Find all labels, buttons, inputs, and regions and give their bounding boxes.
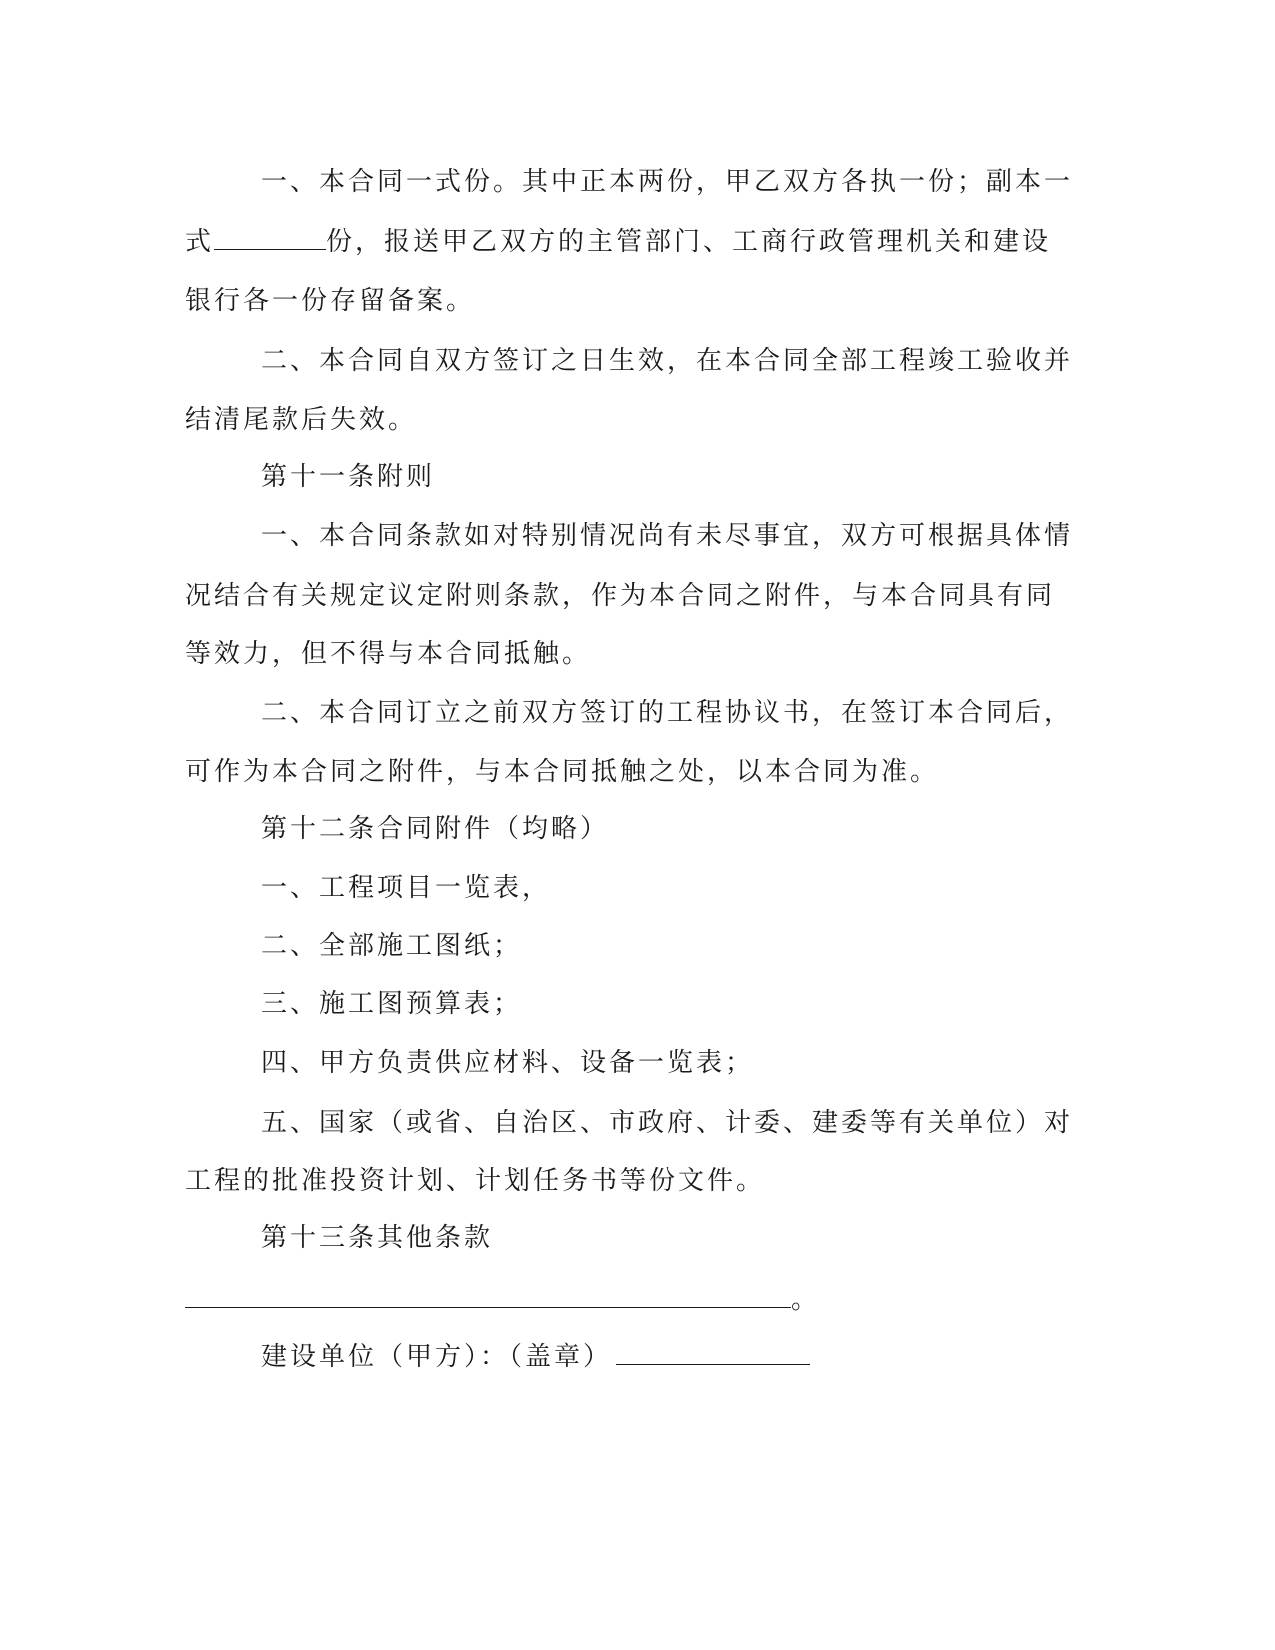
clause-10-1-line-3: 银行各一份存留备案。 xyxy=(185,286,476,316)
fill-in-blank-seal xyxy=(616,1342,810,1365)
clause-11-1-line-3: 等效力，但不得与本合同抵触。 xyxy=(185,639,592,669)
attachment-item-1: 一、工程项目一览表， xyxy=(261,873,552,903)
article-11-heading: 第十一条附则 xyxy=(261,462,436,492)
clause-10-2-line-1: 二、本合同自双方签订之日生效，在本合同全部工程竣工验收并 xyxy=(261,346,1074,376)
clause-10-1-line-2 xyxy=(185,226,1051,258)
fill-in-blank-other-terms xyxy=(185,1285,791,1308)
attachment-item-4: 四、甲方负责供应材料、设备一览表； xyxy=(261,1048,755,1078)
article-12-heading: 第十二条合同附件（均略） xyxy=(261,814,610,844)
clause-11-2-line-2: 可作为本合同之附件，与本合同抵触之处，以本合同为准。 xyxy=(185,757,940,787)
other-terms-blank-line xyxy=(185,1284,820,1316)
attachment-item-5-line-2: 工程的批准投资计划、计划任务书等份文件。 xyxy=(185,1166,766,1196)
attachment-item-3: 三、施工图预算表； xyxy=(261,989,523,1019)
attachment-item-5-line-1: 五、国家（或省、自治区、市政府、计委、建委等有关单位）对 xyxy=(261,1108,1074,1138)
text-segment: 。 xyxy=(791,1285,821,1315)
clause-10-2-line-2: 结清尾款后失效。 xyxy=(185,405,418,435)
attachment-item-2: 二、全部施工图纸； xyxy=(261,931,523,961)
article-13-heading: 第十三条其他条款 xyxy=(261,1223,494,1253)
clause-10-1-line-1: 一、本合同一式份。其中正本两份，甲乙双方各执一份；副本一 xyxy=(261,167,1074,197)
signature-label: 建设单位（甲方）：（盖章） xyxy=(261,1342,613,1372)
clause-11-2-line-1: 二、本合同订立之前双方签订的工程协议书，在签订本合同后， xyxy=(261,698,1074,728)
clause-11-1-line-1: 一、本合同条款如对特别情况尚有未尽事宜，双方可根据具体情 xyxy=(261,521,1074,551)
fill-in-blank-copies xyxy=(214,227,326,250)
clause-11-1-line-2: 况结合有关规定议定附则条款，作为本合同之附件，与本合同具有同 xyxy=(185,581,1056,611)
text-segment: 式 xyxy=(185,227,215,257)
signature-line-party-a xyxy=(261,1341,810,1373)
text-segment: 份，报送甲乙双方的主管部门、工商行政管理机关和建设 xyxy=(326,227,1052,257)
